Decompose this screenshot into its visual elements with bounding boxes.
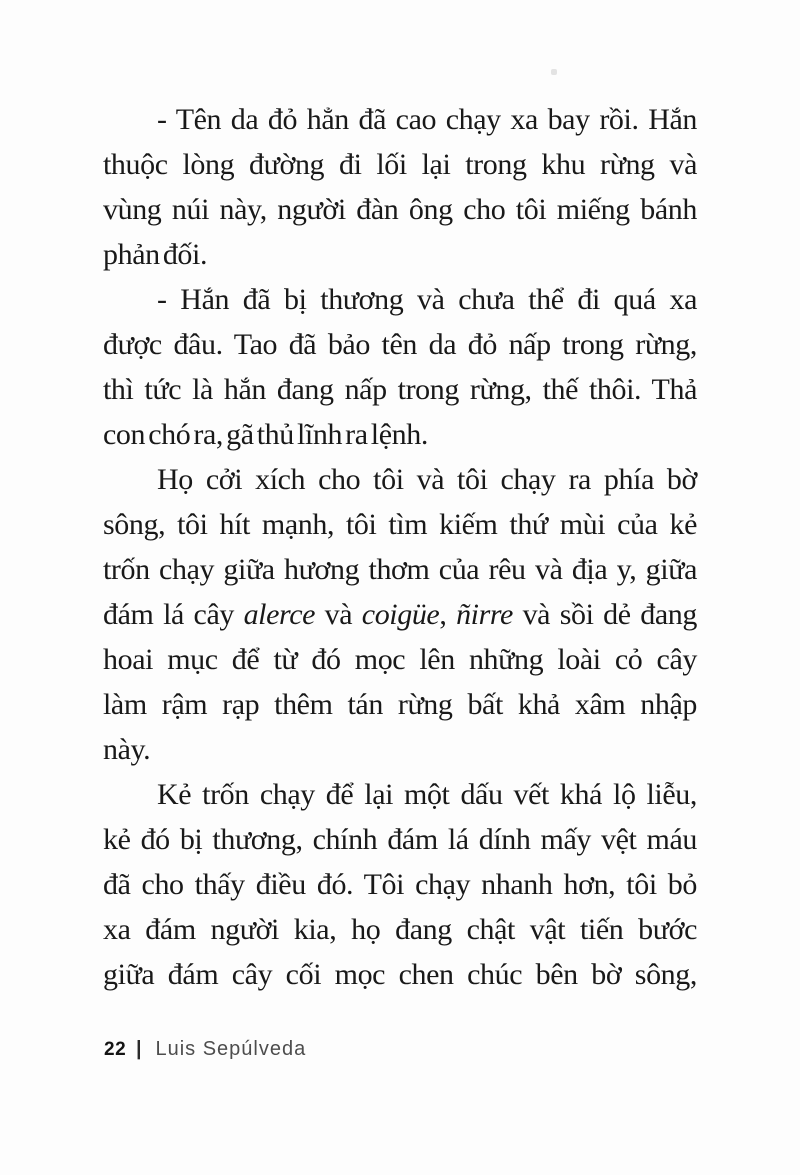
text-line <box>103 592 697 637</box>
text-line: thì tức là hắn đang nấp trong rừng, thế thôi. Thả <box>103 373 697 406</box>
text-segment: và <box>315 598 362 631</box>
page-text <box>103 97 697 997</box>
text-line: trốn chạy giữa hương thơm của rêu và địa y, giữa <box>103 553 697 586</box>
text-line: này. <box>103 733 151 766</box>
paragraph-3 <box>103 457 697 772</box>
text-line: giữa đám cây cối mọc chen chúc bên bờ sông, <box>103 958 697 991</box>
text-line: kẻ đó bị thương, chính đám lá dính mấy vệt máu <box>103 823 697 856</box>
italic-term: ñirre <box>456 598 513 631</box>
text-line: được đâu. Tao đã bảo tên da đỏ nấp trong rừng, <box>103 328 697 361</box>
text-line: hoai mục để từ đó mọc lên những loài cỏ cây <box>103 643 697 676</box>
paragraph-1 <box>103 97 697 277</box>
page-number: 22 <box>104 1038 127 1060</box>
paragraph-2 <box>103 277 697 457</box>
italic-term: alerce <box>243 598 316 631</box>
text-line: đã cho thấy điều đó. Tôi chạy nhanh hơn, tôi bỏ <box>103 868 697 901</box>
text-segment: đám lá cây <box>103 598 244 631</box>
text-line: - Tên da đỏ hẳn đã cao chạy xa bay rồi. Hắn <box>157 103 697 136</box>
scan-artifact-dot <box>551 69 557 75</box>
text-line: phản đối. <box>103 238 208 271</box>
text-line: vùng núi này, người đàn ông cho tôi miếng bánh <box>103 193 697 226</box>
text-segment: , <box>439 598 457 631</box>
text-line: xa đám người kia, họ đang chật vật tiến bước <box>103 913 697 946</box>
paragraph-4 <box>103 772 697 997</box>
text-line: - Hắn đã bị thương và chưa thể đi quá xa <box>157 283 697 316</box>
page-footer <box>104 1038 306 1061</box>
text-line: thuộc lòng đường đi lối lại trong khu rừng và <box>103 148 697 181</box>
text-line: làm rậm rạp thêm tán rừng bất khả xâm nhập <box>103 688 697 721</box>
text-line: con chó ra, gã thủ lĩnh ra lệnh. <box>103 418 428 451</box>
footer-separator: | <box>136 1037 142 1060</box>
text-line: sông, tôi hít mạnh, tôi tìm kiếm thứ mùi của kẻ <box>103 508 697 541</box>
text-line: Kẻ trốn chạy để lại một dấu vết khá lộ liễu, <box>157 778 697 811</box>
text-segment: và sồi dẻ đang <box>512 598 697 631</box>
italic-term: coigüe <box>361 598 440 631</box>
author-name: Luis Sepúlveda <box>155 1038 307 1060</box>
text-line: Họ cởi xích cho tôi và tôi chạy ra phía bờ <box>157 463 697 496</box>
